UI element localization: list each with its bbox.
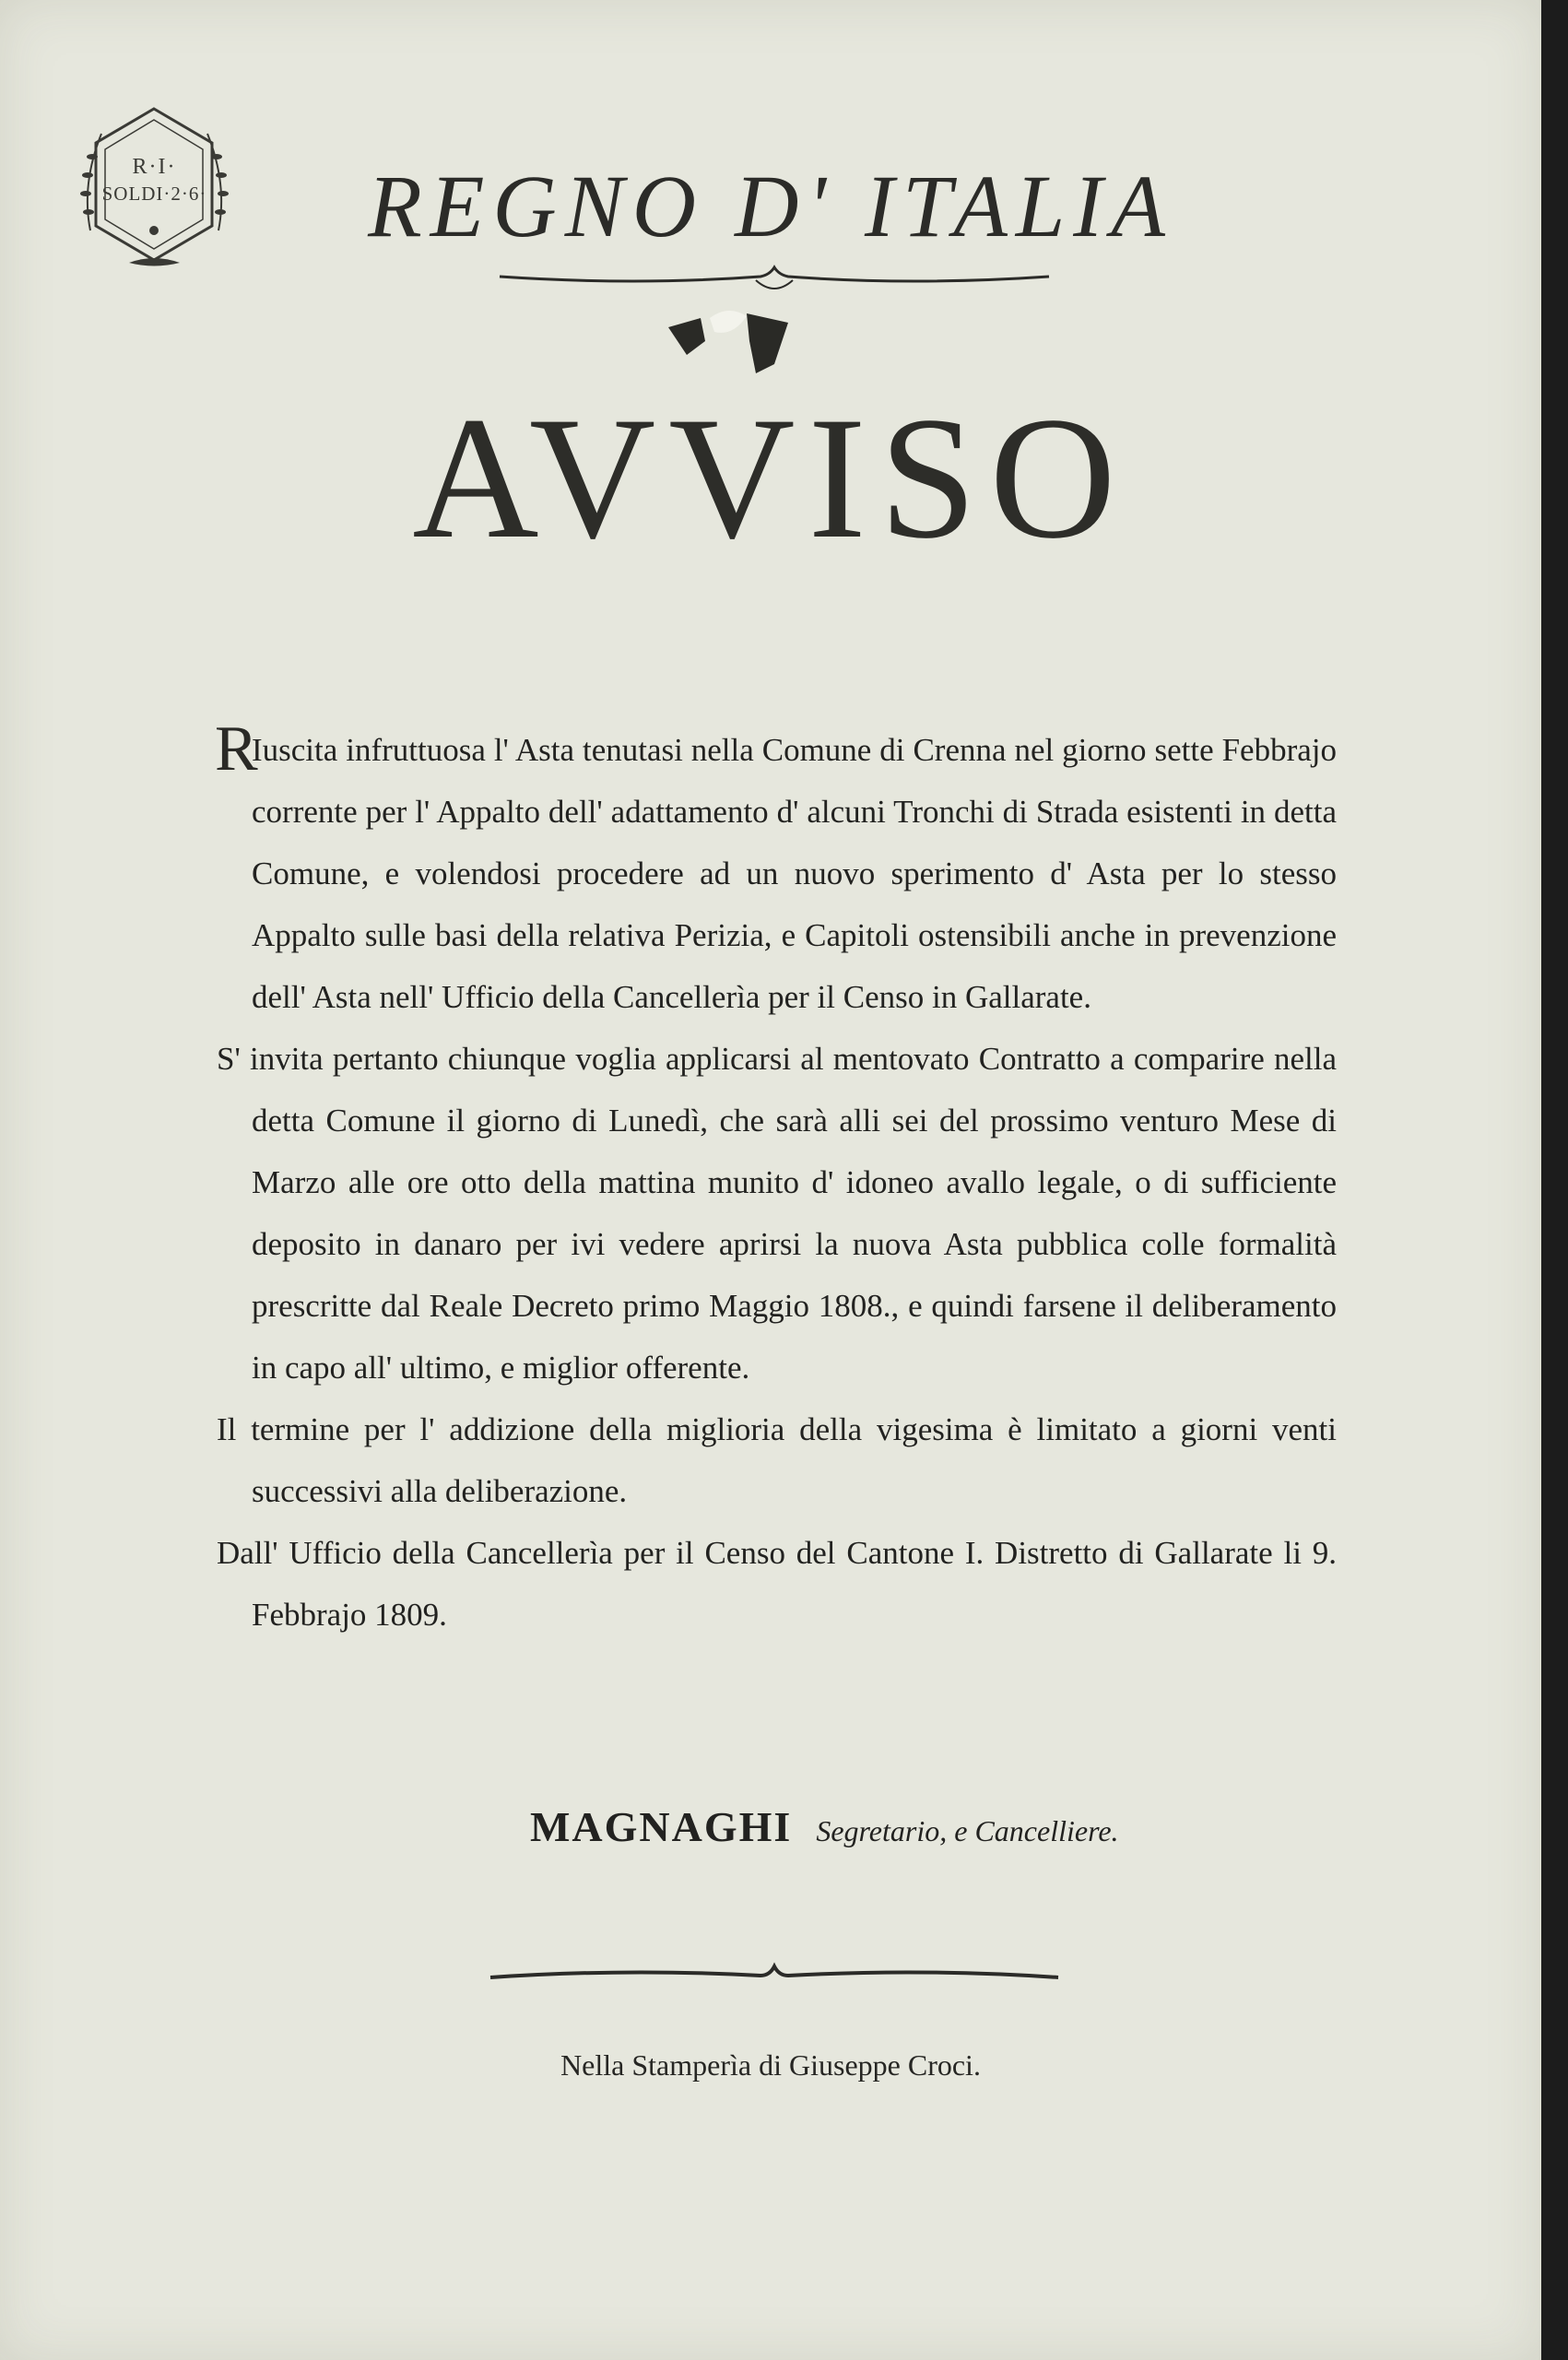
drop-cap: R [215, 714, 258, 785]
paper-damage-mark [659, 300, 797, 383]
kingdom-heading: REGNO D' ITALIA [368, 157, 1173, 255]
notice-title: AVVISO [412, 382, 1129, 575]
signature-block [530, 1802, 1360, 1851]
stamp-line2: SOLDI·2·6· [101, 183, 207, 205]
stamp-line1: R·I· [132, 155, 177, 179]
signatory-title: Segretario, e Cancelliere. [816, 1814, 1119, 1847]
paragraph-3: Il termine per l' addizione della miglioria della vigesima è limitato a giorni venti successivi alla deliberazione. [217, 1411, 1337, 1509]
notice-body [215, 714, 1337, 1646]
paragraph-1 [215, 714, 1337, 1028]
paragraph-1-text: Iuscita infruttuosa l' Asta tenutasi nella Comune di Crenna nel giorno sette Febbrajo corrente per l' Appalto dell' adattamento d' alcuni Tronchi di Strada esistenti in detta Comune, e volendosi procedere ad un nuovo sperimento d' Asta per lo stesso Appalto sulle basi della relativa Perizia, e Capitoli ostensibili anche in prevenzione dell' Asta nell' Ufficio della Cancellerìa per il Censo in Gallarate. [252, 732, 1337, 1015]
footer-flourish-icon [489, 1959, 1060, 1990]
signatory-name: MAGNAGHI [530, 1803, 793, 1850]
paragraph-4: Dall' Ufficio della Cancellerìa per il Censo del Cantone I. Distretto di Gallarate li 9. Febbrajo 1809. [217, 1535, 1337, 1633]
header-flourish-icon [498, 260, 1051, 297]
printer-imprint: Nella Stamperìa di Giuseppe Croci. [560, 2048, 981, 2082]
paragraph-2: S' invita pertanto chiunque voglia applicarsi al mentovato Contratto a comparire nella detta Comune il giorno di Lunedì, che sarà alli sei del prossimo venturo Mese di Marzo alle ore otto della mattina munito d' idoneo avallo legale, o di sufficiente deposito in danaro per ivi vedere aprirsi la nuova Asta pubblica colle formalità prescritte dal Reale Decreto primo Maggio 1808., e quindi farsene il deliberamento in capo all' ultimo, e miglior offerente. [217, 1041, 1337, 1386]
